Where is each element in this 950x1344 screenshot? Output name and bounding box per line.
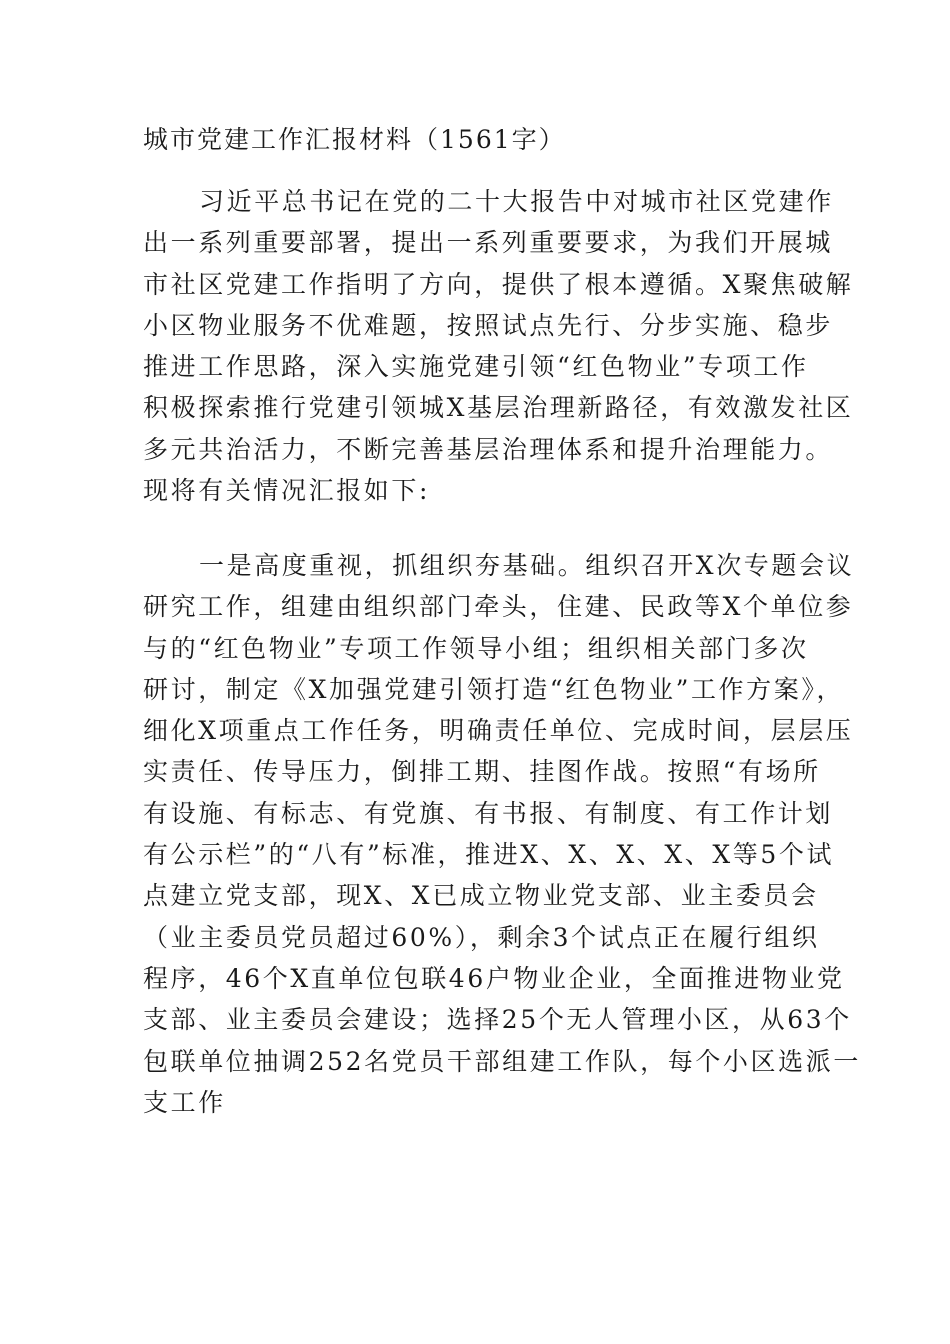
paragraph-line: 有公示栏”的“八有”标准，推进X、X、X、X、X等5个试 [143, 840, 835, 870]
paragraph-line: 实责任、传导压力，倒排工期、挂图作战。按照“有场所 [143, 757, 821, 787]
paragraph-line: 程序，46个X直单位包联46户物业企业，全面推进物业党 [143, 963, 845, 993]
paragraph-line: 小区物业服务不优难题，按照试点先行、分步实施、稳步 [143, 310, 834, 340]
paragraph-line: 支部、业主委员会建设；选择25个无人管理小区，从63个 [143, 1005, 852, 1035]
paragraph-line: 市社区党建工作指明了方向，提供了根本遵循。X聚焦破解 [143, 269, 854, 299]
paragraph-line: （业主委员党员超过60%），剩余3个试点正在履行组织 [143, 922, 820, 952]
paragraph-line: 一是高度重视，抓组织夯基础。组织召开X次专题会议 [199, 551, 855, 580]
paragraph-line: 研究工作，组建由组织部门牵头，住建、民政等X个单位参 [143, 592, 854, 622]
paragraph-line: 细化X项重点工作任务，明确责任单位、完成时间，层层压 [143, 716, 854, 746]
paragraph-line: 积极探索推行党建引领城X基层治理新路径，有效激发社区 [143, 393, 854, 423]
paragraph-line: 现将有关情况汇报如下: [143, 476, 431, 506]
paragraph-line: 出一系列重要部署，提出一系列重要要求，为我们开展城 [143, 228, 834, 258]
paragraph-line: 支工作 [143, 1087, 226, 1117]
paragraph-line: 与的“红色物业”专项工作领导小组；组织相关部门多次 [143, 633, 809, 663]
paragraph-organization [143, 545, 861, 1123]
paragraph-line: 包联单位抽调252名党员干部组建工作队，每个小区选派一 [143, 1046, 861, 1076]
paragraph-line: 习近平总书记在党的二十大报告中对城市社区党建作 [199, 187, 834, 216]
paragraph-intro [143, 181, 854, 511]
paragraph-line: 点建立党支部，现X、X已成立物业党支部、业主委员会 [143, 881, 819, 911]
paragraph-line: 研讨，制定《X加强党建引领打造“红色物业”工作方案》， [143, 674, 845, 704]
paragraph-line: 有设施、有标志、有党旗、有书报、有制度、有工作计划 [143, 798, 834, 828]
document-title: 城市党建工作汇报材料（1561字） [143, 125, 566, 154]
paragraph-line: 多元共治活力，不断完善基层治理体系和提升治理能力。 [143, 434, 834, 464]
paragraph-line: 推进工作思路，深入实施党建引领“红色物业”专项工作 [143, 352, 809, 382]
